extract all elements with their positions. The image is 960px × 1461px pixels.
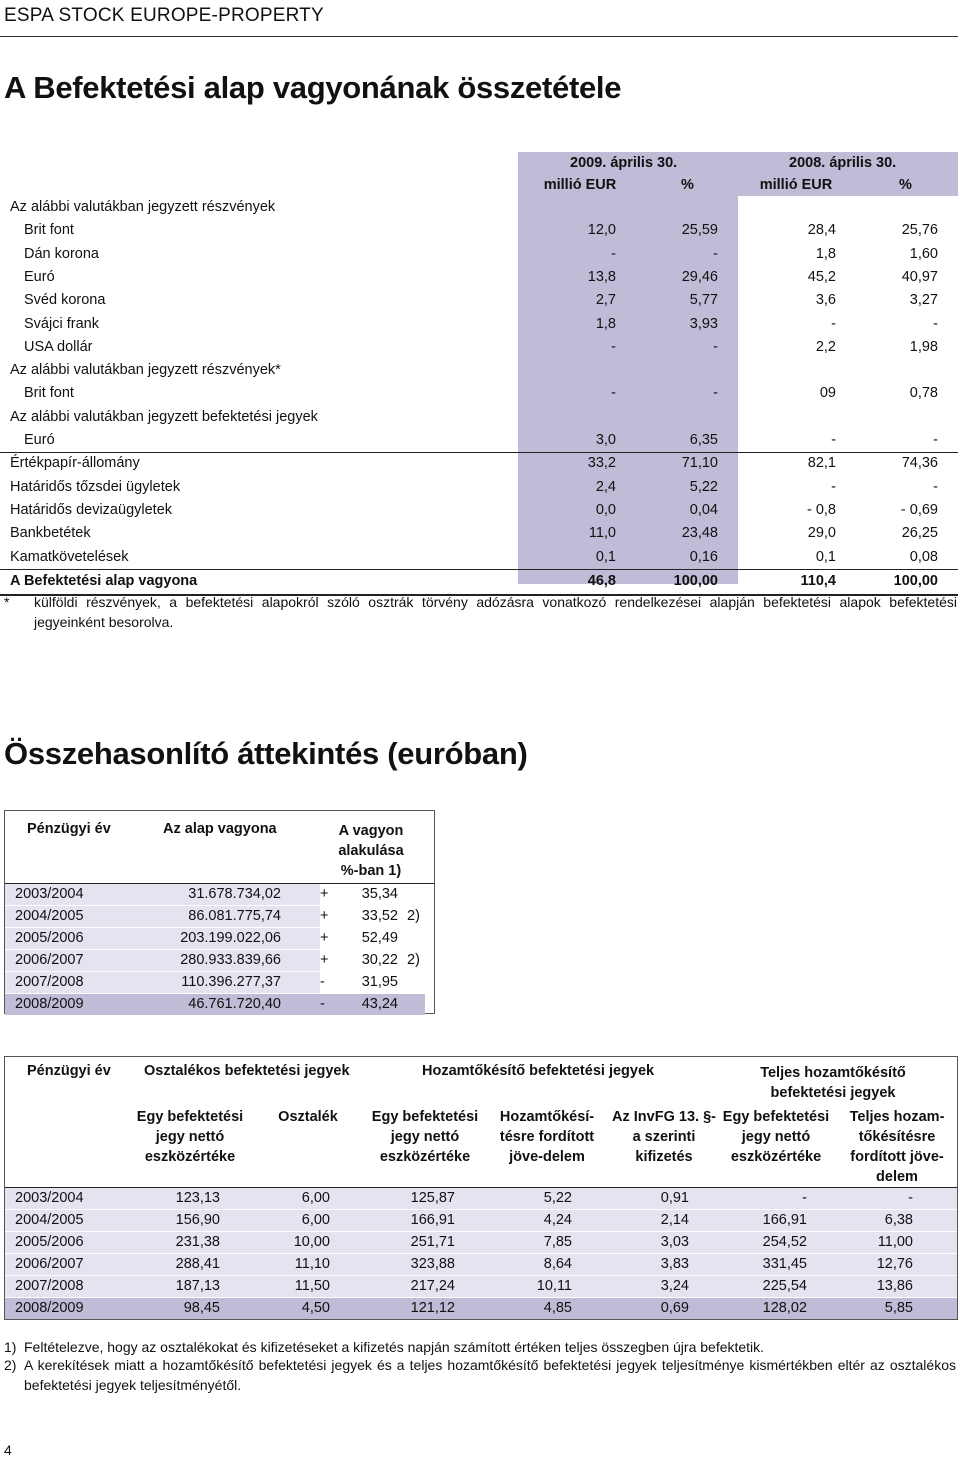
table-row <box>0 266 958 289</box>
fiscal-year: 2007/2008 <box>15 1278 84 1294</box>
change-percent: 31,95 <box>361 974 398 990</box>
col-date-2008: 2008. április 30. <box>789 155 897 171</box>
value-eur-2009: 0,1 <box>595 548 616 565</box>
value-eur-2008: 1,8 <box>815 245 836 262</box>
value-pct-2009: 3,93 <box>689 315 718 332</box>
income-full: 5,85 <box>884 1300 913 1316</box>
value-pct-2009: - <box>713 338 718 355</box>
table-row <box>5 906 434 927</box>
nav-accum: 323,88 <box>410 1256 455 1272</box>
table-row <box>5 1188 957 1209</box>
t2-sub-payout: Az InvFG 13. §-a szerinti kifizetés <box>612 1109 716 1165</box>
payout: 0,69 <box>660 1300 689 1316</box>
fiscal-year: 2003/2004 <box>15 886 84 902</box>
nav-dividend: 98,45 <box>183 1300 220 1316</box>
table-row <box>5 972 434 993</box>
footnote-text: külföldi részvények, a befektetési alapokról szóló osztrák törvény adózásra vonatkozó rendelkezései alapján befektetési alapok befektetési jegyeinként besorolva. <box>34 594 957 630</box>
t2-header-full-accumulating: Teljes hozamtőkésítő befektetési jegyek <box>760 1065 906 1101</box>
nav-dividend: 156,90 <box>175 1212 220 1228</box>
nav-full: - <box>802 1190 807 1206</box>
dividend: 11,10 <box>294 1256 330 1272</box>
change-percent: 33,52 <box>361 908 398 924</box>
assets-table <box>4 810 435 1014</box>
col-unit-eur-2008: millió EUR <box>759 177 833 193</box>
change-sign: + <box>320 908 329 924</box>
value-eur-2008: - 0,8 <box>806 501 836 518</box>
nav-accum: 217,24 <box>410 1278 455 1294</box>
col-unit-pct-2008: % <box>899 177 912 193</box>
col-date-2009: 2009. április 30. <box>570 155 678 171</box>
table-row <box>0 546 958 569</box>
change-sign: + <box>320 930 329 946</box>
change-percent: 30,22 <box>361 952 398 968</box>
value-eur-2009: - <box>611 385 616 402</box>
value-pct-2008 <box>850 196 938 219</box>
value-pct-2009 <box>630 406 718 429</box>
t2-header-year: Pénzügyi év <box>27 1063 111 1079</box>
t1-header-assets: Az alap vagyona <box>163 821 277 837</box>
value-pct-2008: - <box>933 432 938 448</box>
total-pct-2009: 100,00 <box>673 572 718 589</box>
composition-table <box>0 152 958 589</box>
fund-assets: 86.081.775,74 <box>188 908 281 924</box>
value-eur-2009: 13,8 <box>587 268 616 285</box>
table-row <box>0 219 958 242</box>
t2-sub-dividend: Osztalék <box>278 1109 338 1125</box>
income-accum: 10,11 <box>536 1278 572 1294</box>
t2-sub-income-full: Teljes hozam-tőkésítésre fordított jöve-delem <box>849 1109 945 1185</box>
value-eur-2009 <box>530 406 616 429</box>
value-eur-2009: 1,8 <box>595 315 616 332</box>
value-eur-2009: 11,0 <box>588 525 616 542</box>
change-sign: + <box>320 886 329 902</box>
value-eur-2009 <box>530 196 616 219</box>
table-row <box>0 243 958 266</box>
payout: 0,91 <box>660 1190 689 1206</box>
nav-dividend: 187,13 <box>175 1278 220 1294</box>
value-pct-2008: 1,60 <box>909 245 938 262</box>
income-full: - <box>908 1190 913 1206</box>
value-pct-2008: 1,98 <box>909 338 938 355</box>
value-eur-2008: 2,2 <box>815 338 836 355</box>
table-row <box>5 1254 957 1275</box>
table-row <box>0 406 958 429</box>
table-row <box>5 1276 957 1297</box>
row-label: Értékpapír-állomány <box>10 455 140 472</box>
value-eur-2008: - <box>831 478 836 495</box>
t2-sub-nav-dividend: Egy befektetési jegy nettó eszközértéke <box>136 1109 244 1165</box>
value-eur-2008: 82,1 <box>807 455 836 472</box>
table-row <box>0 382 958 405</box>
table-row <box>5 1210 957 1231</box>
income-accum: 4,85 <box>543 1300 572 1316</box>
table-row <box>5 928 434 949</box>
row-label: Határidős devizaügyletek <box>10 501 173 518</box>
nav-full: 128,02 <box>762 1300 807 1316</box>
nav-full: 331,45 <box>762 1256 807 1272</box>
dividend: 6,00 <box>301 1190 330 1206</box>
value-pct-2009: 5,22 <box>689 478 718 495</box>
value-eur-2008 <box>740 196 836 219</box>
page-number: 4 <box>4 1442 12 1458</box>
nav-accum: 121,12 <box>410 1300 455 1316</box>
value-eur-2008: 29,0 <box>807 525 836 542</box>
dividend: 11,50 <box>294 1278 330 1294</box>
value-eur-2008: 28,4 <box>807 222 836 239</box>
value-pct-2008: - <box>933 478 938 495</box>
table-row <box>5 1232 957 1253</box>
total-label: A Befektetési alap vagyona <box>10 572 198 589</box>
nav-dividend: 231,38 <box>175 1234 220 1250</box>
row-label: Bankbetétek <box>10 525 91 542</box>
table-row <box>0 452 958 475</box>
value-pct-2009: 71,10 <box>681 455 718 472</box>
nav-dividend: 288,41 <box>175 1256 220 1272</box>
income-full: 13,86 <box>876 1278 913 1294</box>
value-eur-2008: 45,2 <box>807 268 836 285</box>
t1-header-year: Pénzügyi év <box>27 821 111 837</box>
value-pct-2008: 40,97 <box>901 268 938 285</box>
t2-header-dividend: Osztalékos befektetési jegyek <box>144 1063 350 1079</box>
change-note: 2) <box>407 908 420 924</box>
change-percent: 43,24 <box>361 996 398 1012</box>
income-accum: 8,64 <box>543 1256 572 1272</box>
note-2-text: A kerekítések miatt a hozamtőkésítő befektetési jegyek és a teljes hozamtőkésítő befektetési jegyek teljesítménye kismértékben eltér az osztalékos befektetési jegyek teljesítményétől. <box>24 1357 956 1393</box>
table-row <box>0 336 958 359</box>
nav-dividend: 123,13 <box>175 1190 220 1206</box>
section1-title: A Befektetési alap vagyonának összetétele <box>4 70 622 105</box>
fund-assets: 280.933.839,66 <box>180 952 281 968</box>
table-row <box>0 289 958 312</box>
income-full: 6,38 <box>884 1212 913 1228</box>
fund-assets: 46.761.720,40 <box>188 996 281 1012</box>
value-eur-2009: 33,2 <box>587 455 616 472</box>
value-pct-2009 <box>630 196 718 219</box>
value-pct-2009: 0,04 <box>689 501 718 518</box>
value-pct-2008: 3,27 <box>909 292 938 309</box>
change-sign: + <box>320 952 329 968</box>
note-2-mark: 2) <box>4 1357 17 1373</box>
row-label: Brit font <box>24 222 74 239</box>
t2-sub-nav-accum: Egy befektetési jegy nettó eszközértéke <box>371 1109 479 1165</box>
value-eur-2009: 2,7 <box>595 292 616 309</box>
fiscal-year: 2003/2004 <box>15 1190 84 1206</box>
value-eur-2008: 3,6 <box>815 292 836 309</box>
value-pct-2008: 74,36 <box>901 455 938 472</box>
nav-full: 225,54 <box>762 1278 807 1294</box>
fund-assets: 31.678.734,02 <box>188 886 281 902</box>
row-label: USA dollár <box>24 338 93 355</box>
table-row <box>0 359 958 382</box>
row-label: Euró <box>24 432 55 448</box>
fund-name: ESPA STOCK EUROPE-PROPERTY <box>4 5 324 26</box>
fiscal-year: 2008/2009 <box>15 1300 84 1316</box>
nav-full: 254,52 <box>762 1234 807 1250</box>
value-eur-2008: - <box>831 315 836 332</box>
payout: 3,83 <box>660 1256 689 1272</box>
table-row <box>0 429 958 452</box>
value-pct-2008: 26,25 <box>901 525 938 542</box>
value-eur-2008: 0,1 <box>815 548 836 565</box>
value-eur-2009 <box>530 359 616 382</box>
row-label: Euró <box>24 268 55 285</box>
value-pct-2009: 0,16 <box>689 548 718 565</box>
change-sign: - <box>320 996 325 1012</box>
row-label: Az alábbi valutákban jegyzett részvények <box>10 199 276 215</box>
value-eur-2008: - <box>831 432 836 448</box>
total-eur-2008: 110,4 <box>800 572 836 589</box>
row-label: Kamatkövetelések <box>10 548 129 565</box>
t1-header-change: A vagyon alakulása %-ban 1) <box>338 823 404 879</box>
value-pct-2008: 25,76 <box>901 222 938 239</box>
fiscal-year: 2004/2005 <box>15 908 84 924</box>
value-pct-2009 <box>630 359 718 382</box>
table-row <box>0 522 958 545</box>
payout: 2,14 <box>660 1212 689 1228</box>
fiscal-year: 2006/2007 <box>15 1256 84 1272</box>
table-row <box>5 1298 957 1319</box>
row-label: Svéd korona <box>24 292 106 309</box>
t2-sub-nav-full: Egy befektetési jegy nettó eszközértéke <box>722 1109 830 1165</box>
payout: 3,24 <box>660 1278 689 1294</box>
value-pct-2008: 0,78 <box>909 385 938 402</box>
table-row <box>0 476 958 499</box>
note-1-text: Feltételezve, hogy az osztalékokat és kifizetéseket a kifizetés napján számított értéken teljes összegben újra befektetik. <box>24 1339 765 1355</box>
dividend: 6,00 <box>301 1212 330 1228</box>
value-eur-2009: - <box>611 338 616 355</box>
value-pct-2008: - <box>933 315 938 332</box>
value-pct-2009: 6,35 <box>689 432 718 448</box>
change-note: 2) <box>407 952 420 968</box>
fiscal-year: 2004/2005 <box>15 1212 84 1228</box>
value-pct-2008 <box>850 406 938 429</box>
fiscal-year: 2006/2007 <box>15 952 84 968</box>
payout: 3,03 <box>660 1234 689 1250</box>
fiscal-year: 2007/2008 <box>15 974 84 990</box>
nav-accum: 166,91 <box>410 1212 455 1228</box>
total-eur-2009: 46,8 <box>587 572 616 589</box>
row-label: Határidős tőzsdei ügyletek <box>10 478 181 495</box>
income-accum: 7,85 <box>543 1234 572 1250</box>
value-eur-2008 <box>740 406 836 429</box>
value-pct-2009: - <box>713 245 718 262</box>
row-label: Brit font <box>24 385 74 402</box>
fiscal-year: 2008/2009 <box>15 996 84 1012</box>
table-row <box>0 196 958 219</box>
table-row <box>5 950 434 971</box>
dividend: 4,50 <box>301 1300 330 1316</box>
note-1-mark: 1) <box>4 1339 17 1355</box>
value-eur-2008: 09 <box>819 385 836 402</box>
dividend: 10,00 <box>293 1234 330 1250</box>
nav-accum: 125,87 <box>410 1190 455 1206</box>
row-label: Svájci frank <box>24 315 99 332</box>
total-row <box>0 570 958 593</box>
units-table <box>4 1056 958 1320</box>
row-label: Az alábbi valutákban jegyzett befektetési jegyek <box>10 408 318 425</box>
fiscal-year: 2005/2006 <box>15 930 84 946</box>
value-pct-2008: - 0,69 <box>900 501 938 518</box>
table-row <box>5 884 434 905</box>
value-pct-2009: 23,48 <box>681 525 718 542</box>
header-divider <box>0 36 958 37</box>
value-eur-2009: 0,0 <box>595 501 616 518</box>
value-pct-2009: 5,77 <box>689 292 718 309</box>
row-label: Az alábbi valutákban jegyzett részvények* <box>10 362 281 379</box>
value-pct-2008: 0,08 <box>909 548 938 565</box>
value-pct-2008 <box>850 359 938 382</box>
value-eur-2009: 3,0 <box>595 432 616 448</box>
value-pct-2009: 25,59 <box>681 222 718 239</box>
col-unit-pct-2009: % <box>681 177 694 193</box>
t2-sub-income-accum: Hozamtőkésí-tésre fordított jöve-delem <box>499 1109 595 1165</box>
income-accum: 4,24 <box>543 1212 572 1228</box>
income-full: 12,76 <box>876 1256 913 1272</box>
table-row <box>0 313 958 336</box>
col-unit-eur-2009: millió EUR <box>543 177 617 193</box>
fund-assets: 110.396.277,37 <box>181 974 281 990</box>
value-pct-2009: - <box>713 385 718 402</box>
fiscal-year: 2005/2006 <box>15 1234 84 1250</box>
value-eur-2009: 2,4 <box>595 478 616 495</box>
value-eur-2009: 12,0 <box>587 222 616 239</box>
footnote-mark: * <box>4 594 10 610</box>
fund-assets: 203.199.022,06 <box>180 930 281 946</box>
value-eur-2008 <box>740 359 836 382</box>
change-sign: - <box>320 974 325 990</box>
nav-full: 166,91 <box>762 1212 807 1228</box>
value-pct-2009: 29,46 <box>681 268 718 285</box>
section2-title: Összehasonlító áttekintés (euróban) <box>4 736 528 771</box>
table-row <box>0 499 958 522</box>
change-percent: 52,49 <box>361 930 398 946</box>
t2-header-accumulating: Hozamtőkésítő befektetési jegyek <box>422 1063 655 1079</box>
income-full: 11,00 <box>877 1234 913 1250</box>
table-row <box>5 994 434 1015</box>
change-percent: 35,34 <box>361 886 398 902</box>
nav-accum: 251,71 <box>410 1234 455 1250</box>
row-label: Dán korona <box>24 245 99 262</box>
total-pct-2008: 100,00 <box>893 572 938 589</box>
income-accum: 5,22 <box>543 1190 572 1206</box>
value-eur-2009: - <box>611 245 616 262</box>
